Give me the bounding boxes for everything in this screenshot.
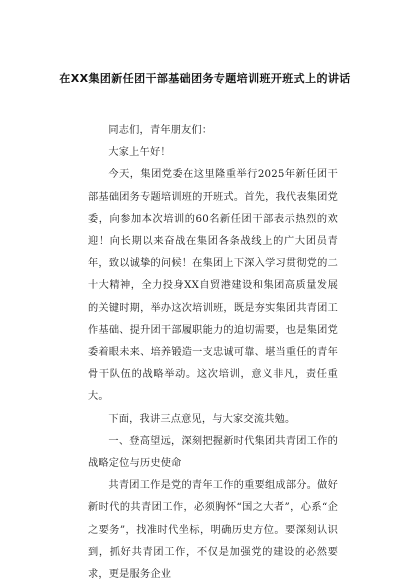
section-1-paragraph: 共青团工作是党的青年工作的重要组成部分。做好新时代的共青团工作，必须胸怀“国之大者”，心系“企之要务”，找准时代坐标，明确历史方位。要深刻认识到，抓好共青团工作，不仅是加强党的建设的必然要求，更是服务企业	[88, 480, 338, 581]
document-title: 在XX集团新任团干部基础团务专题培训班开班式上的讲话	[59, 72, 351, 85]
transition-paragraph: 下面，我讲三点意见，与大家交流共勉。	[108, 413, 296, 425]
section-heading-1: 一、登高望远，深刻把握新时代集团共青团工作的战略定位与历史使命	[88, 435, 338, 470]
greeting-paragraph: 大家上午好！	[108, 147, 171, 159]
document-body	[88, 120, 338, 586]
opening-paragraph: 今天，集团党委在这里隆重举行2025年新任团干部基础团务专题培训班的开班式。首先，我代表集团党委，向参加本次培训的60名新任团干部表示热烈的欢迎！向长期以来奋战在集团各条战线上的广大团员青年，致以诚挚的问候！在集团上下深入学习贯彻党的二十大精神，全力投身XX自贸港建设和集团高质量发展的关键时期，举办这次培训班，既是夯实集团共青团工作基础、提升团干部履职能力的迫切需要，也是集团党委着眼未来、培养锻造一支忠诚可靠、堪当重任的青年骨干队伍的战略举动。这次培训，意义非凡，责任重大。	[88, 169, 338, 403]
salutation-paragraph: 同志们，青年朋友们：	[108, 125, 213, 136]
